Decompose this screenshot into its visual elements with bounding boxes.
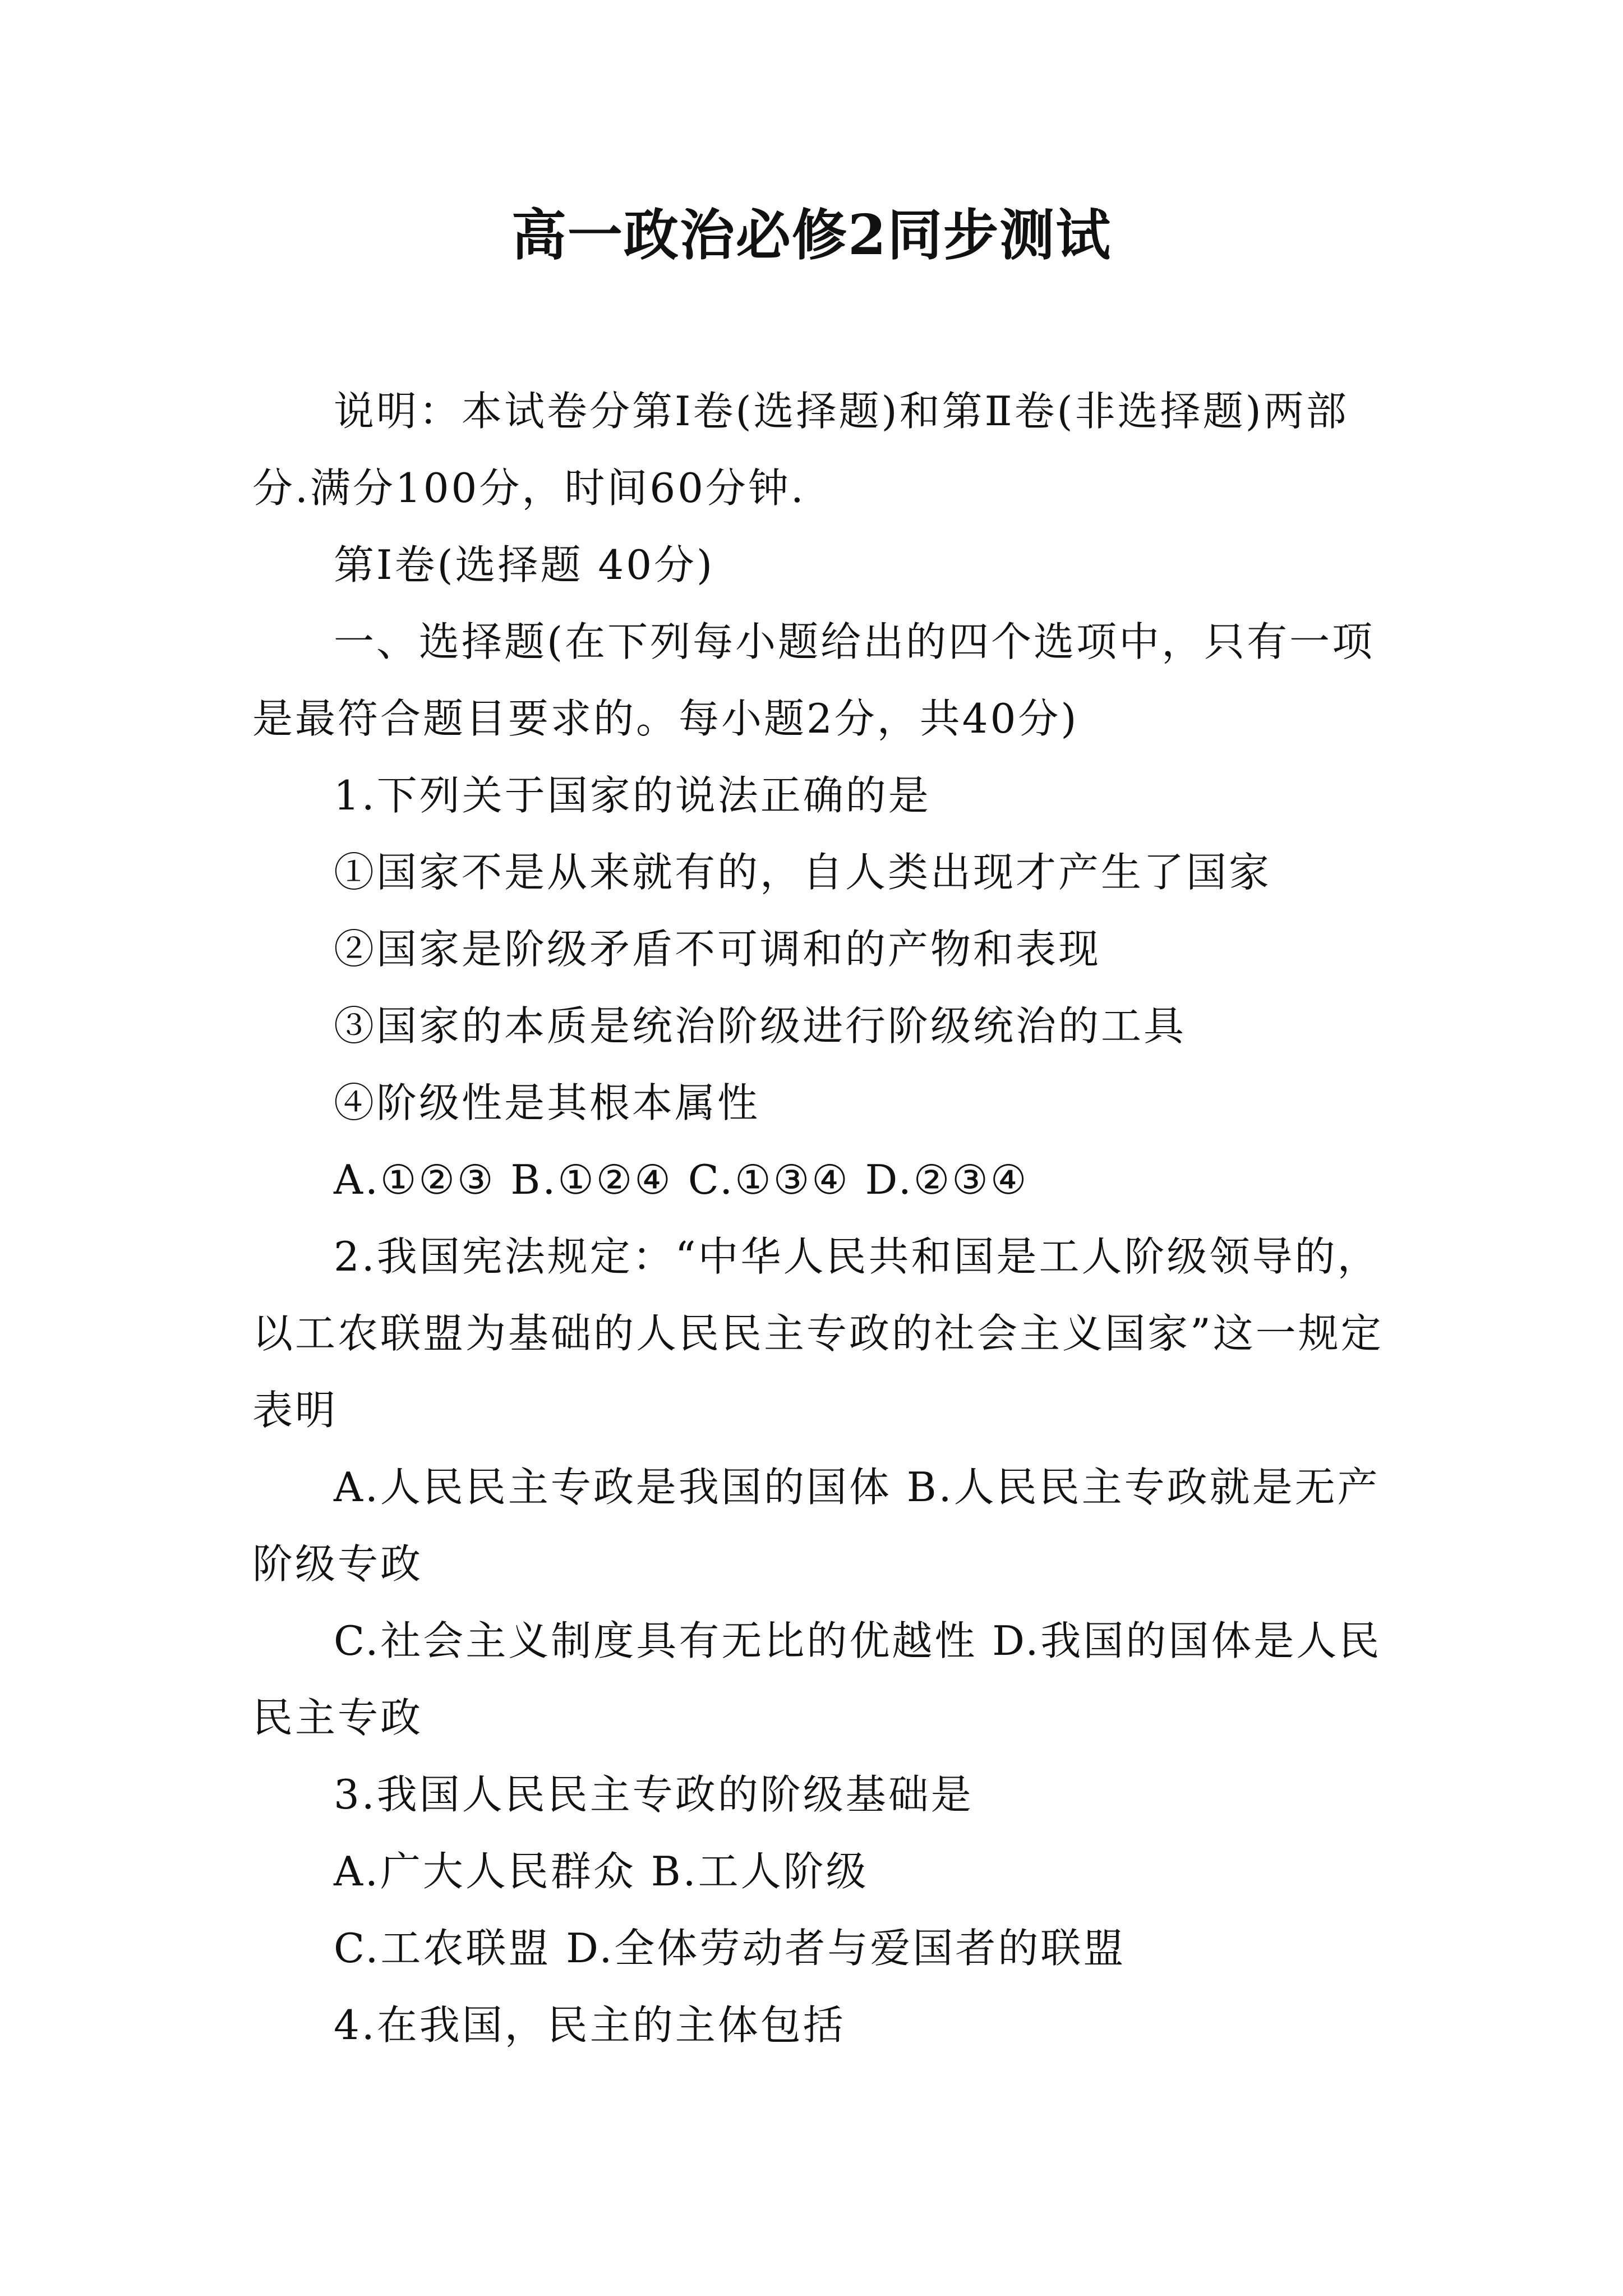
question-1-statement-2: ②国家是阶级矛盾不可调和的产物和表现 — [334, 926, 1101, 973]
question-2-options-ab: A.人民民主专政是我国的国体 B.人民民主专政就是无产阶级专政 — [252, 1464, 1380, 1588]
question-3-options-cd: C.工农联盟 D.全体劳动者与爱国者的联盟 — [334, 1925, 1126, 1972]
question-2-stem: 2.我国宪法规定：“中华人民共和国是工人阶级领导的，以工农联盟为基础的人民民主专政的社会主义国家”这一规定表明 — [252, 1233, 1384, 1434]
document-body — [252, 373, 1385, 2064]
question-1-statement-3: ③国家的本质是统治阶级进行阶级统治的工具 — [334, 1002, 1187, 1050]
instructions-paragraph: 说明：本试卷分第Ⅰ卷(选择题)和第Ⅱ卷(非选择题)两部分.满分100分，时间60分钟. — [252, 388, 1349, 512]
question-type-heading: 一、选择题(在下列每小题给出的四个选项中，只有一项是最符合题目要求的。每小题2分，共40分) — [252, 618, 1375, 742]
question-3-options-ab: A.广大人民群众 B.工人阶级 — [334, 1848, 869, 1895]
question-1-stem: 1.下列关于国家的说法正确的是 — [334, 772, 931, 819]
section-heading: 第Ⅰ卷(选择题 40分) — [334, 541, 715, 588]
question-3-stem: 3.我国人民民主专政的阶级基础是 — [334, 1771, 974, 1818]
question-1-statement-4: ④阶级性是其根本属性 — [334, 1079, 760, 1126]
question-4-stem: 4.在我国，民主的主体包括 — [334, 2001, 846, 2049]
question-2-options-cd: C.社会主义制度具有无比的优越性 D.我国的国体是人民民主专政 — [252, 1617, 1382, 1741]
question-1-statement-1: ①国家不是从来就有的，自人类出现才产生了国家 — [334, 849, 1272, 896]
question-1-options: A.①②③ B.①②④ C.①③④ D.②③④ — [334, 1156, 1029, 1203]
document-title: 高一政治必修2同步测试 — [511, 203, 1112, 268]
